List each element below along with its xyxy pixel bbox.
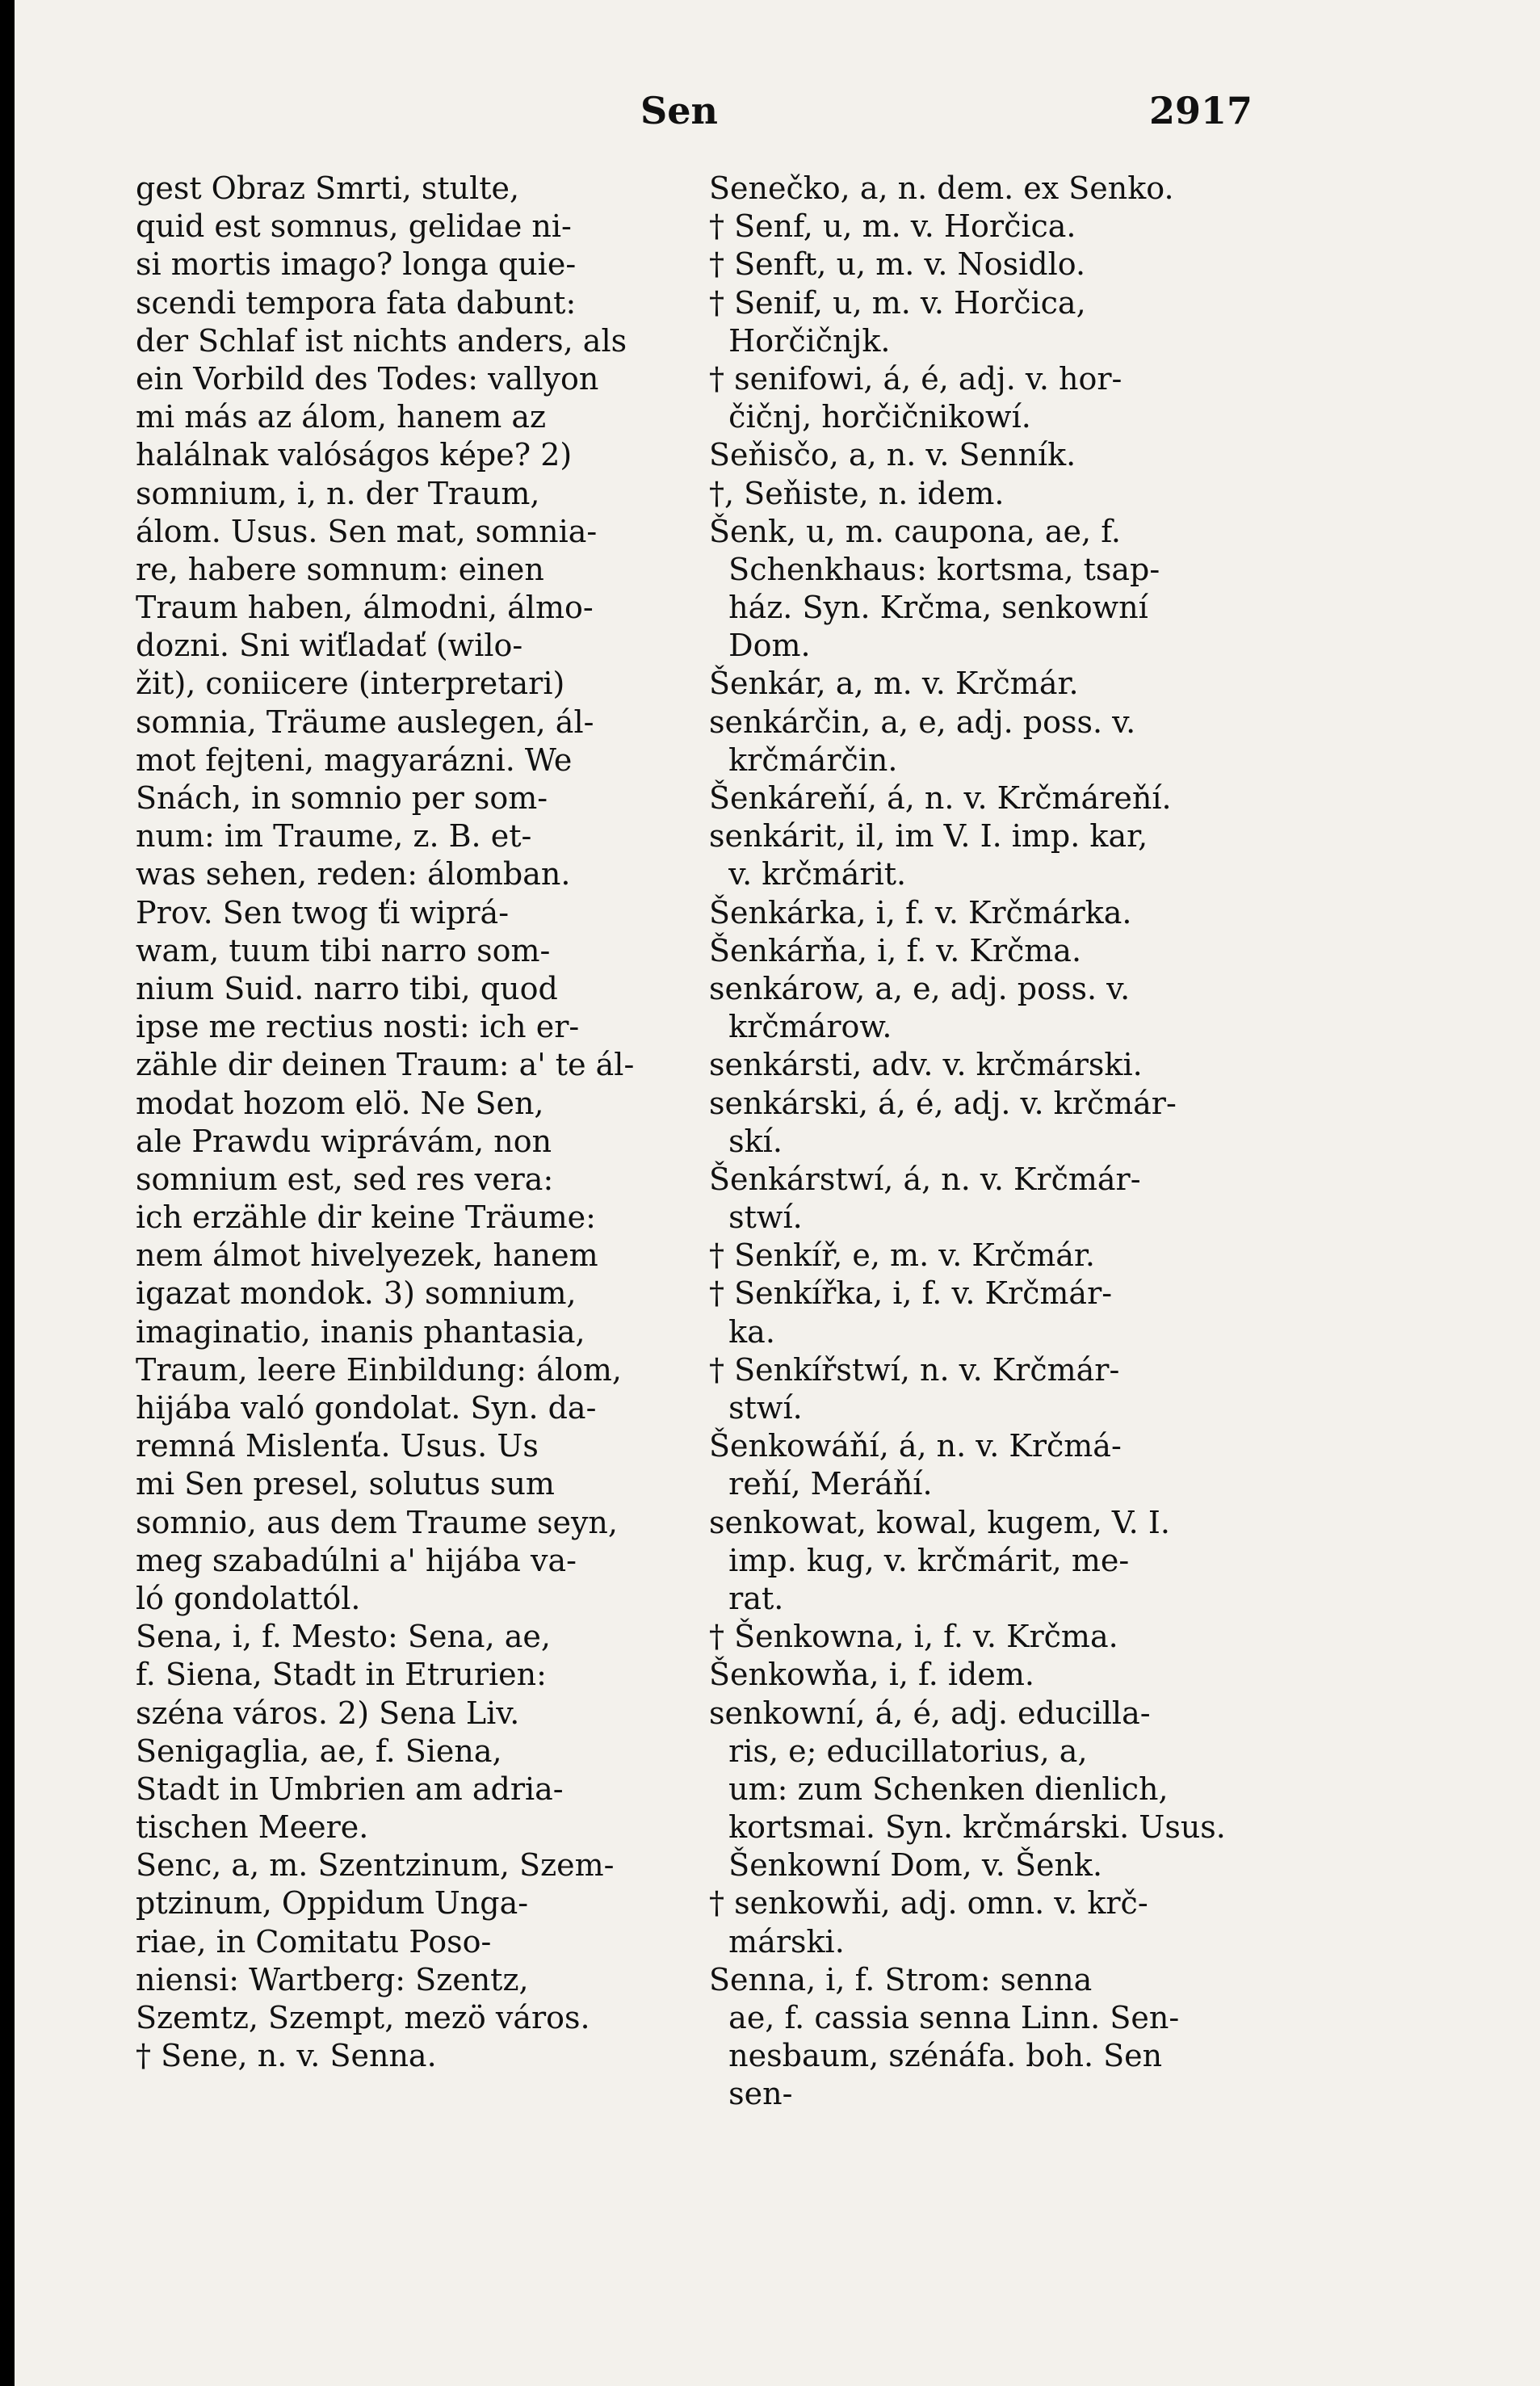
page-header <box>15 81 1540 153</box>
entry-line: † Sene, n. v. Senna. <box>136 2038 437 2074</box>
entry-line: márski. <box>709 1923 845 1960</box>
entry-line: re, habere somnum: einen <box>136 551 544 587</box>
entry-line: senkárčin, a, e, adj. poss. v. <box>709 704 1136 740</box>
entry-line: Snách, in somnio per som- <box>136 780 548 816</box>
entry-line: imaginatio, inanis phantasia, <box>136 1313 585 1350</box>
entry-line: Prov. Sen twog ťi wiprá- <box>136 894 510 930</box>
entry-line: senkársti, adv. v. krčmárski. <box>709 1047 1143 1083</box>
running-headword: Sen <box>640 89 718 132</box>
entry-line: Traum, leere Einbildung: álom, <box>136 1351 622 1388</box>
entry-line: ház. Syn. Krčma, senkowní <box>709 590 1148 626</box>
entry-line: † Senf, u, m. v. Horčica. <box>709 208 1076 245</box>
entry-line: stwí. <box>709 1390 803 1426</box>
entry-line: somnia, Träume auslegen, ál- <box>136 704 594 740</box>
entry-line: sen- <box>709 2076 793 2112</box>
entry-line: senkowat, kowal, kugem, V. I. <box>709 1504 1170 1540</box>
entry-line: senkárow, a, e, adj. poss. v. <box>709 970 1131 1006</box>
entry-line: mot fejteni, magyarázni. We <box>136 741 573 778</box>
entry-line: somnium, i, n. der Traum, <box>136 475 540 511</box>
entry-line: nium Suid. narro tibi, quod <box>136 970 558 1006</box>
entry-line: skí. <box>709 1123 783 1159</box>
entry-line: krčmárow. <box>709 1009 892 1045</box>
entry-line: †, Seňiste, n. idem. <box>709 475 1005 511</box>
entry-line: žit), coniicere (interpretari) <box>136 666 565 702</box>
entry-line: Šenkárka, i, f. v. Krčmárka. <box>709 894 1132 930</box>
dictionary-page <box>15 0 1540 2386</box>
entry-line: † senkowňi, adj. omn. v. krč- <box>709 1885 1148 1922</box>
entry-line: senkárit, il, im V. I. imp. kar, <box>709 818 1148 855</box>
entry-line: Senečko, a, n. dem. ex Senko. <box>709 170 1174 206</box>
entry-line: ló gondolattól. <box>136 1580 361 1616</box>
entry-line: † Senkířstwí, n. v. Krčmár- <box>709 1351 1120 1388</box>
entry-line: Dom. <box>709 628 811 664</box>
entry-line: quid est somnus, gelidae ni- <box>136 208 572 245</box>
entry-line: meg szabadúlni a' hijába va- <box>136 1542 577 1578</box>
entry-line: somnio, aus dem Traume seyn, <box>136 1504 618 1540</box>
entry-line: remná Mislenťa. Usus. Us <box>136 1428 539 1464</box>
entry-line: was sehen, reden: álomban. <box>136 856 571 893</box>
entry-line: Senc, a, m. Szentzinum, Szem- <box>136 1847 615 1884</box>
entry-line: Szemtz, Szempt, mezö város. <box>136 2000 590 2035</box>
entry-line: imp. kug, v. krčmárit, me- <box>709 1542 1130 1578</box>
entry-line: Šenkáreňí, á, n. v. Krčmáreňí. <box>709 780 1172 816</box>
entry-line: † Senft, u, m. v. Nosidlo. <box>709 246 1086 283</box>
entry-line: niensi: Wartberg: Szentz, <box>136 1961 529 1997</box>
entry-line: um: zum Schenken dienlich, <box>709 1771 1169 1807</box>
entry-line: † Senkířka, i, f. v. Krčmár- <box>709 1275 1113 1312</box>
entry-line: ae, f. cassia senna Linn. Sen- <box>709 2000 1180 2035</box>
entry-line: Šenkár, a, m. v. Krčmár. <box>709 666 1079 702</box>
entry-line: reňí, Meráňí. <box>709 1466 933 1502</box>
entry-line: tischen Meere. <box>136 1809 369 1846</box>
entry-line: krčmárčin. <box>709 741 898 778</box>
entry-line: † Senif, u, m. v. Horčica, <box>709 284 1086 321</box>
entry-line: rat. <box>709 1580 784 1616</box>
entry-line: ptzinum, Oppidum Unga- <box>136 1885 529 1922</box>
entry-line: ale Prawdu wiprávám, non <box>136 1123 552 1159</box>
left-column <box>136 170 693 2075</box>
entry-line: stwí. <box>709 1199 803 1236</box>
scan-edge <box>0 0 15 2386</box>
entry-line: Senna, i, f. Strom: senna <box>709 1961 1093 1997</box>
entry-line: senkárski, á, é, adj. v. krčmár- <box>709 1085 1177 1121</box>
entry-line: Horčičnjk. <box>709 322 891 359</box>
entry-line: Senigaglia, ae, f. Siena, <box>136 1733 502 1769</box>
entry-line: riae, in Comitatu Poso- <box>136 1923 492 1960</box>
entry-line: Traum haben, álmodni, álmo- <box>136 590 594 626</box>
entry-line: ich erzähle dir keine Träume: <box>136 1199 596 1236</box>
entry-line: † Senkíř, e, m. v. Krčmár. <box>709 1237 1095 1274</box>
entry-line: zähle dir deinen Traum: a' te ál- <box>136 1047 635 1083</box>
entry-line: somnium est, sed res vera: <box>136 1161 554 1197</box>
entry-line: halálnak valóságos képe? 2) <box>136 437 573 473</box>
entry-line: modat hozom elö. Ne Sen, <box>136 1085 544 1121</box>
entry-line: der Schlaf ist nichts anders, als <box>136 322 627 359</box>
entry-line: Šenkowní Dom, v. Šenk. <box>709 1847 1103 1884</box>
entry-line: f. Siena, Stadt in Etrurien: <box>136 1657 547 1693</box>
entry-line: dozni. Sni wiťladať (wilo- <box>136 628 523 664</box>
entry-line: széna város. 2) Sena Liv. <box>136 1695 520 1731</box>
entry-line: Šenkárstwí, á, n. v. Krčmár- <box>709 1161 1141 1197</box>
page-number: 2917 <box>1149 89 1253 132</box>
entry-line: Seňisčo, a, n. v. Senník. <box>709 437 1076 473</box>
entry-line: Šenk, u, m. caupona, ae, f. <box>709 513 1121 549</box>
entry-line: senkowní, á, é, adj. educilla- <box>709 1695 1151 1731</box>
entry-line: ipse me rectius nosti: ich er- <box>136 1009 580 1045</box>
entry-line: scendi tempora fata dabunt: <box>136 284 577 321</box>
entry-line: mi Sen presel, solutus sum <box>136 1466 555 1502</box>
entry-line: igazat mondok. 3) somnium, <box>136 1275 577 1312</box>
entry-line: nem álmot hivelyezek, hanem <box>136 1237 598 1274</box>
entry-line: † senifowi, á, é, adj. v. hor- <box>709 360 1122 397</box>
entry-line: Sena, i, f. Mesto: Sena, ae, <box>136 1619 551 1655</box>
entry-line: ein Vorbild des Todes: vallyon <box>136 360 599 397</box>
entry-line: kortsmai. Syn. krčmárski. Usus. <box>709 1809 1226 1846</box>
entry-line: čičnj, horčičnikowí. <box>709 399 1031 435</box>
entry-line: Šenkowáňí, á, n. v. Krčmá- <box>709 1428 1122 1464</box>
entry-line: † Šenkowna, i, f. v. Krčma. <box>709 1619 1118 1655</box>
entry-line: álom. Usus. Sen mat, somnia- <box>136 513 598 549</box>
entry-line: Stadt in Umbrien am adria- <box>136 1771 564 1807</box>
entry-line: v. krčmárit. <box>709 856 907 893</box>
entry-line: nesbaum, szénáfa. boh. Sen <box>709 2038 1163 2074</box>
entry-line: num: im Traume, z. B. et- <box>136 818 532 855</box>
entry-line: ka. <box>709 1313 775 1350</box>
entry-line: Šenkowňa, i, f. idem. <box>709 1657 1034 1693</box>
entry-line: si mortis imago? longa quie- <box>136 246 577 283</box>
entry-line: mi más az álom, hanem az <box>136 399 547 435</box>
entry-line: gest Obraz Smrti, stulte, <box>136 170 520 206</box>
entry-line: Šenkárňa, i, f. v. Krčma. <box>709 932 1082 968</box>
entry-line: wam, tuum tibi narro som- <box>136 932 551 968</box>
entry-line: ris, e; educillatorius, a, <box>709 1733 1088 1769</box>
right-column <box>709 170 1299 2114</box>
entry-line: hijába való gondolat. Syn. da- <box>136 1390 597 1426</box>
entry-line: Schenkhaus: kortsma, tsap- <box>709 551 1160 587</box>
